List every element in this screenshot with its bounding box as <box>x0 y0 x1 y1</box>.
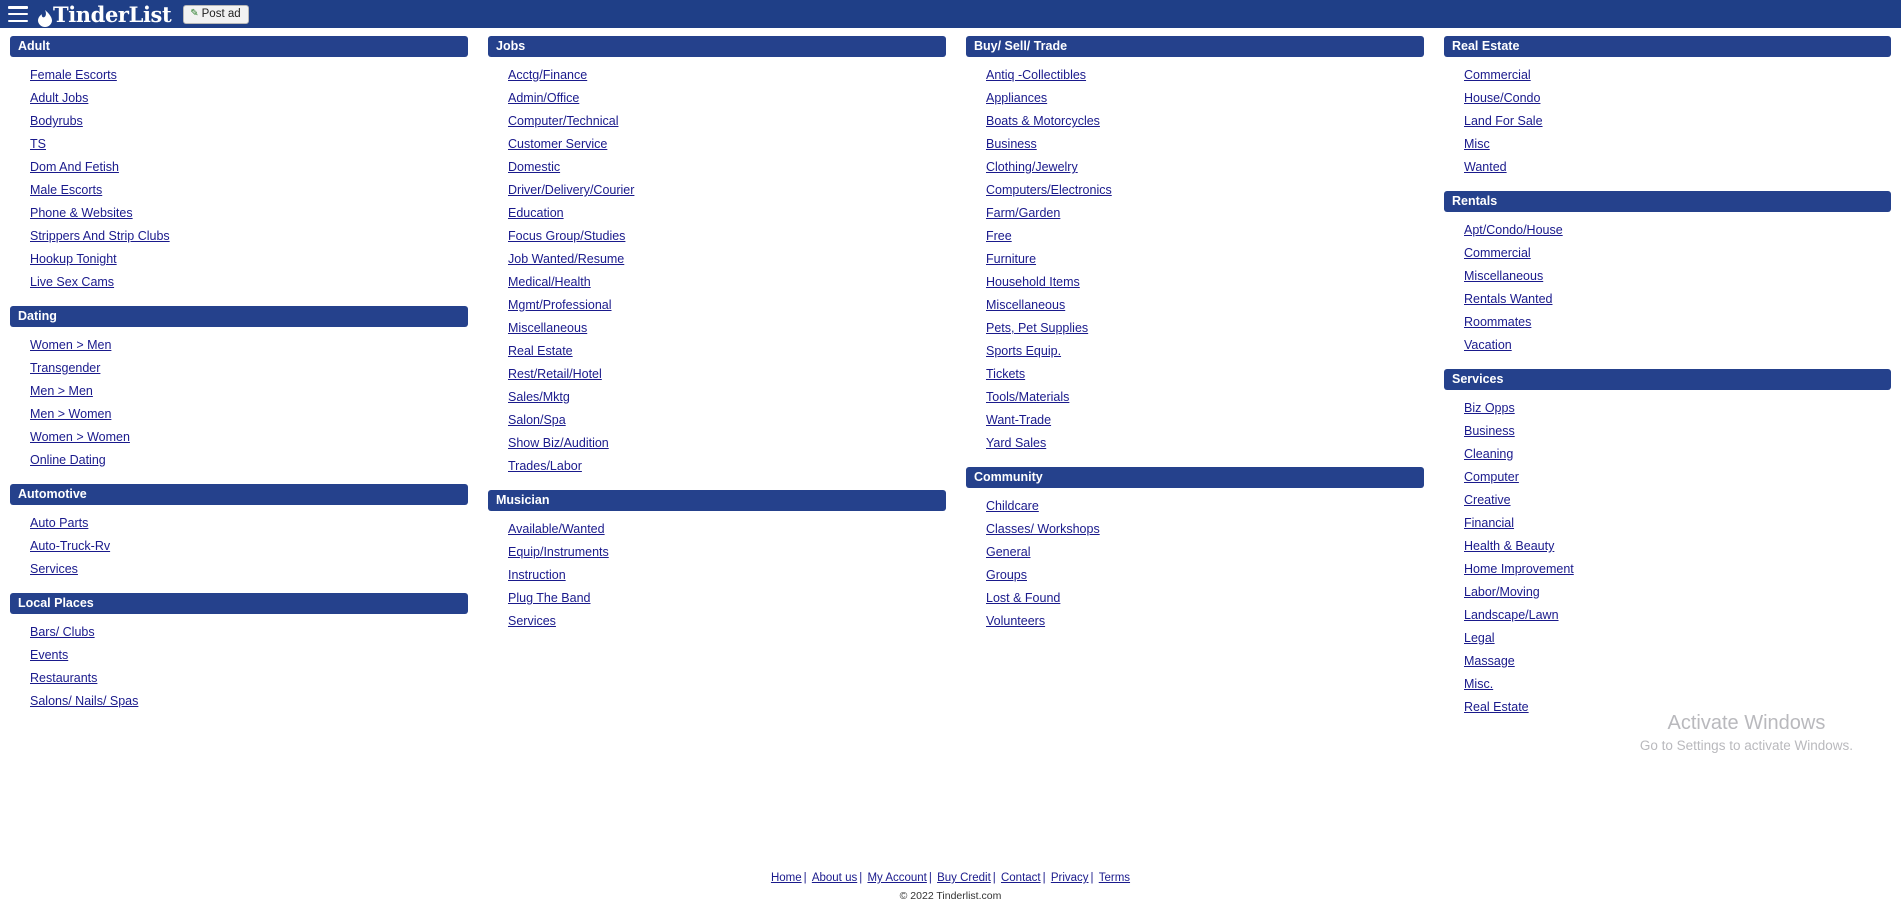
column-realestate-rentals-services <box>1434 36 1901 721</box>
list-item <box>10 621 468 644</box>
category-link[interactable]: Online Dating <box>30 453 106 467</box>
copyright-text: © 2022 Tinderlist.com <box>899 890 1002 902</box>
category-link[interactable]: Men > Men <box>30 384 93 398</box>
list-item <box>10 426 468 449</box>
list-item <box>966 110 1424 133</box>
category-link[interactable]: Real Estate <box>508 344 573 358</box>
category-link[interactable]: Events <box>30 648 69 662</box>
list-item <box>10 179 468 202</box>
list-item <box>1444 397 1891 420</box>
list-item <box>10 644 468 667</box>
category-link[interactable]: Want-Trade <box>986 413 1052 427</box>
footer-separator: | <box>1090 872 1094 884</box>
footer-link-my-account[interactable]: My Account <box>867 872 927 884</box>
list-item <box>966 225 1424 248</box>
category-link[interactable]: Commercial <box>1464 68 1531 82</box>
category-link[interactable]: Misc. <box>1464 677 1494 691</box>
category-link[interactable]: Women > Men <box>30 338 112 352</box>
list-item <box>1444 558 1891 581</box>
section-header-automotive: Automotive <box>10 484 468 505</box>
category-link[interactable]: Free <box>986 229 1012 243</box>
list-item <box>966 587 1424 610</box>
list-item <box>10 64 468 87</box>
category-link[interactable]: Hookup Tonight <box>30 252 117 266</box>
list-item <box>10 87 468 110</box>
category-link[interactable]: Childcare <box>986 499 1039 513</box>
list-item <box>966 610 1424 633</box>
list-item <box>1444 489 1891 512</box>
list-item <box>488 110 946 133</box>
list-item <box>966 541 1424 564</box>
category-link[interactable]: Auto Parts <box>30 516 89 530</box>
category-link[interactable]: Bodyrubs <box>30 114 83 128</box>
list-item <box>1444 443 1891 466</box>
category-link[interactable]: Computer/Technical <box>508 114 619 128</box>
list-item <box>10 512 468 535</box>
brand-logo[interactable] <box>38 2 171 27</box>
category-link[interactable]: Financial <box>1464 516 1515 530</box>
list-item <box>1444 673 1891 696</box>
link-list-services <box>1444 390 1891 721</box>
link-list-rentals <box>1444 212 1891 359</box>
link-list-musician <box>488 511 946 635</box>
category-link[interactable]: Services <box>508 614 556 628</box>
category-link[interactable]: Rentals Wanted <box>1464 292 1553 306</box>
list-item <box>1444 265 1891 288</box>
list-item <box>966 495 1424 518</box>
list-item <box>966 564 1424 587</box>
category-link[interactable]: Driver/Delivery/Courier <box>508 183 635 197</box>
list-item <box>488 518 946 541</box>
list-item <box>966 363 1424 386</box>
list-item <box>966 317 1424 340</box>
category-link[interactable]: Appliances <box>986 91 1048 105</box>
list-item <box>488 87 946 110</box>
category-link[interactable]: Male Escorts <box>30 183 103 197</box>
category-link[interactable]: Salon/Spa <box>508 413 566 427</box>
list-item <box>488 202 946 225</box>
category-link[interactable]: Medical/Health <box>508 275 591 289</box>
list-item <box>1444 420 1891 443</box>
list-item <box>1444 110 1891 133</box>
category-link[interactable]: Live Sex Cams <box>30 275 115 289</box>
category-link[interactable]: Men > Women <box>30 407 112 421</box>
category-link[interactable]: Boats & Motorcycles <box>986 114 1100 128</box>
category-link[interactable]: Wanted <box>1464 160 1507 174</box>
brand-text: TinderList <box>53 1 172 27</box>
footer-separator: | <box>859 872 863 884</box>
list-item <box>488 340 946 363</box>
link-list-real-estate <box>1444 57 1891 181</box>
category-link[interactable]: Restaurants <box>30 671 98 685</box>
list-item <box>10 156 468 179</box>
section-header-local-places: Local Places <box>10 593 468 614</box>
list-item <box>488 610 946 633</box>
category-link[interactable]: Misc <box>1464 137 1490 151</box>
list-item <box>10 225 468 248</box>
category-link[interactable]: Biz Opps <box>1464 401 1515 415</box>
category-link[interactable]: Mgmt/Professional <box>508 298 612 312</box>
footer-link-buy-credit[interactable]: Buy Credit <box>937 872 991 884</box>
top-bar <box>0 0 1901 28</box>
footer-separator: | <box>803 872 807 884</box>
list-item <box>966 133 1424 156</box>
section-header-buy-sell-trade: Buy/ Sell/ Trade <box>966 36 1424 57</box>
list-item <box>1444 64 1891 87</box>
list-item <box>1444 696 1891 719</box>
column-buysell-community <box>956 36 1434 635</box>
category-link[interactable]: Women > Women <box>30 430 130 444</box>
list-item <box>488 248 946 271</box>
list-item <box>966 294 1424 317</box>
category-link[interactable]: General <box>986 545 1031 559</box>
list-item <box>10 690 468 713</box>
list-item <box>1444 334 1891 357</box>
list-item <box>488 156 946 179</box>
category-link[interactable]: Services <box>30 562 78 576</box>
footer-link-privacy[interactable]: Privacy <box>1050 872 1089 884</box>
section-header-adult: Adult <box>10 36 468 57</box>
category-link[interactable]: Tools/Materials <box>986 390 1070 404</box>
list-item <box>966 87 1424 110</box>
column-jobs-musician <box>478 36 956 635</box>
category-link[interactable]: Computers/Electronics <box>986 183 1112 197</box>
section-header-musician: Musician <box>488 490 946 511</box>
list-item <box>488 564 946 587</box>
category-link[interactable]: Labor/Moving <box>1464 585 1540 599</box>
list-item <box>10 133 468 156</box>
link-list-buy-sell-trade <box>966 57 1424 457</box>
category-link[interactable]: Salons/ Nails/ Spas <box>30 694 139 708</box>
category-link[interactable]: Available/Wanted <box>508 522 605 536</box>
list-item <box>10 202 468 225</box>
category-columns <box>0 28 1901 721</box>
category-link[interactable]: Real Estate <box>1464 700 1529 714</box>
list-item <box>1444 219 1891 242</box>
category-link[interactable]: Pets, Pet Supplies <box>986 321 1089 335</box>
list-item <box>488 455 946 478</box>
list-item <box>1444 242 1891 265</box>
list-item <box>488 179 946 202</box>
list-item <box>966 202 1424 225</box>
list-item <box>10 271 468 294</box>
list-item <box>1444 311 1891 334</box>
category-link[interactable]: Adult Jobs <box>30 91 89 105</box>
link-list-community <box>966 488 1424 635</box>
watermark-subtitle: Go to Settings to activate Windows. <box>1639 738 1853 753</box>
category-link[interactable]: Admin/Office <box>508 91 580 105</box>
category-link[interactable]: Landscape/Lawn <box>1464 608 1559 622</box>
category-link[interactable]: Sales/Mktg <box>508 390 570 404</box>
category-link[interactable]: Bars/ Clubs <box>30 625 95 639</box>
category-link[interactable]: Rest/Retail/Hotel <box>508 367 602 381</box>
list-item <box>488 432 946 455</box>
list-item <box>1444 156 1891 179</box>
category-link[interactable]: Equip/Instruments <box>508 545 609 559</box>
hamburger-icon[interactable] <box>8 6 28 22</box>
list-item <box>966 156 1424 179</box>
list-item <box>10 403 468 426</box>
category-link[interactable]: Home Improvement <box>1464 562 1574 576</box>
category-link[interactable]: Lost & Found <box>986 591 1061 605</box>
category-link[interactable]: Miscellaneous <box>508 321 588 335</box>
pencil-icon: ✎ <box>190 8 199 19</box>
category-link[interactable]: Business <box>1464 424 1515 438</box>
link-list-local-places <box>10 614 468 715</box>
list-item <box>1444 627 1891 650</box>
list-item <box>1444 512 1891 535</box>
category-link[interactable]: Groups <box>986 568 1027 582</box>
section-header-real-estate: Real Estate <box>1444 36 1891 57</box>
list-item <box>966 248 1424 271</box>
category-link[interactable]: Job Wanted/Resume <box>508 252 625 266</box>
link-list-dating <box>10 327 468 474</box>
category-link[interactable]: Yard Sales <box>986 436 1047 450</box>
category-link[interactable]: Massage <box>1464 654 1515 668</box>
category-link[interactable]: Household Items <box>986 275 1080 289</box>
list-item <box>488 294 946 317</box>
list-item <box>488 64 946 87</box>
category-link[interactable]: Trades/Labor <box>508 459 582 473</box>
category-link[interactable]: Focus Group/Studies <box>508 229 626 243</box>
list-item <box>1444 466 1891 489</box>
category-link[interactable]: Commercial <box>1464 246 1531 260</box>
category-link[interactable]: Dom And Fetish <box>30 160 119 174</box>
list-item <box>1444 604 1891 627</box>
footer-links <box>0 872 1901 884</box>
category-link[interactable]: Miscellaneous <box>986 298 1066 312</box>
category-link[interactable]: Furniture <box>986 252 1037 266</box>
list-item <box>10 558 468 581</box>
category-link[interactable]: Transgender <box>30 361 101 375</box>
section-header-jobs: Jobs <box>488 36 946 57</box>
category-link[interactable]: Classes/ Workshops <box>986 522 1100 536</box>
link-list-automotive <box>10 505 468 583</box>
category-link[interactable]: Phone & Websites <box>30 206 133 220</box>
list-item <box>1444 650 1891 673</box>
list-item <box>966 179 1424 202</box>
category-link[interactable]: Auto-Truck-Rv <box>30 539 111 553</box>
category-link[interactable]: Business <box>986 137 1037 151</box>
category-link[interactable]: Strippers And Strip Clubs <box>30 229 170 243</box>
list-item <box>488 409 946 432</box>
section-header-rentals: Rentals <box>1444 191 1891 212</box>
list-item <box>966 409 1424 432</box>
column-adult-dating <box>0 36 478 715</box>
footer-separator: | <box>1042 872 1046 884</box>
category-link[interactable]: Computer <box>1464 470 1519 484</box>
list-item <box>1444 581 1891 604</box>
link-list-adult <box>10 57 468 296</box>
footer-link-terms[interactable]: Terms <box>1098 872 1131 884</box>
category-link[interactable]: Sports Equip. <box>986 344 1062 358</box>
category-link[interactable]: Tickets <box>986 367 1026 381</box>
category-link[interactable]: Farm/Garden <box>986 206 1061 220</box>
category-link[interactable]: Education <box>508 206 564 220</box>
list-item <box>488 386 946 409</box>
category-link[interactable]: Roommates <box>1464 315 1532 329</box>
section-header-services: Services <box>1444 369 1891 390</box>
footer <box>0 872 1901 902</box>
category-link[interactable]: Customer Service <box>508 137 608 151</box>
list-item <box>10 380 468 403</box>
category-link[interactable]: Health & Beauty <box>1464 539 1555 553</box>
category-link[interactable]: Instruction <box>508 568 566 582</box>
list-item <box>488 225 946 248</box>
list-item <box>966 518 1424 541</box>
list-item <box>488 133 946 156</box>
category-link[interactable]: Acctg/Finance <box>508 68 588 82</box>
list-item <box>488 541 946 564</box>
section-header-community: Community <box>966 467 1424 488</box>
category-link[interactable]: Domestic <box>508 160 561 174</box>
section-header-dating: Dating <box>10 306 468 327</box>
category-link[interactable]: House/Condo <box>1464 91 1541 105</box>
list-item <box>488 271 946 294</box>
category-link[interactable]: Miscellaneous <box>1464 269 1544 283</box>
post-ad-label: Post ad <box>201 7 241 20</box>
list-item <box>10 110 468 133</box>
category-link[interactable]: Clothing/Jewelry <box>986 160 1078 174</box>
list-item <box>1444 535 1891 558</box>
list-item <box>10 248 468 271</box>
category-link[interactable]: Cleaning <box>1464 447 1514 461</box>
footer-link-about-us[interactable]: About us <box>811 872 858 884</box>
footer-link-home[interactable]: Home <box>770 872 802 884</box>
list-item <box>10 449 468 472</box>
category-link[interactable]: Plug The Band <box>508 591 591 605</box>
footer-separator: | <box>992 872 996 884</box>
footer-link-contact[interactable]: Contact <box>1000 872 1041 884</box>
footer-separator: | <box>928 872 932 884</box>
list-item <box>966 271 1424 294</box>
list-item <box>966 340 1424 363</box>
list-item <box>10 535 468 558</box>
flame-icon <box>38 7 52 24</box>
post-ad-button[interactable] <box>183 5 248 24</box>
category-link[interactable]: Show Biz/Audition <box>508 436 609 450</box>
watermark-title: Activate Windows <box>1667 712 1826 734</box>
category-link[interactable]: Legal <box>1464 631 1495 645</box>
list-item <box>966 432 1424 455</box>
category-link[interactable]: Apt/Condo/House <box>1464 223 1563 237</box>
category-link[interactable]: Antiq -Collectibles <box>986 68 1087 82</box>
category-link[interactable]: Land For Sale <box>1464 114 1543 128</box>
list-item <box>10 334 468 357</box>
category-link[interactable]: Volunteers <box>986 614 1046 628</box>
list-item <box>488 363 946 386</box>
link-list-jobs <box>488 57 946 480</box>
list-item <box>488 587 946 610</box>
list-item <box>10 357 468 380</box>
list-item <box>966 386 1424 409</box>
category-link[interactable]: Vacation <box>1464 338 1512 352</box>
list-item <box>10 667 468 690</box>
category-link[interactable]: Creative <box>1464 493 1511 507</box>
category-link[interactable]: Female Escorts <box>30 68 117 82</box>
list-item <box>1444 87 1891 110</box>
list-item <box>1444 288 1891 311</box>
list-item <box>1444 133 1891 156</box>
category-link[interactable]: TS <box>30 137 46 151</box>
list-item <box>488 317 946 340</box>
list-item <box>966 64 1424 87</box>
